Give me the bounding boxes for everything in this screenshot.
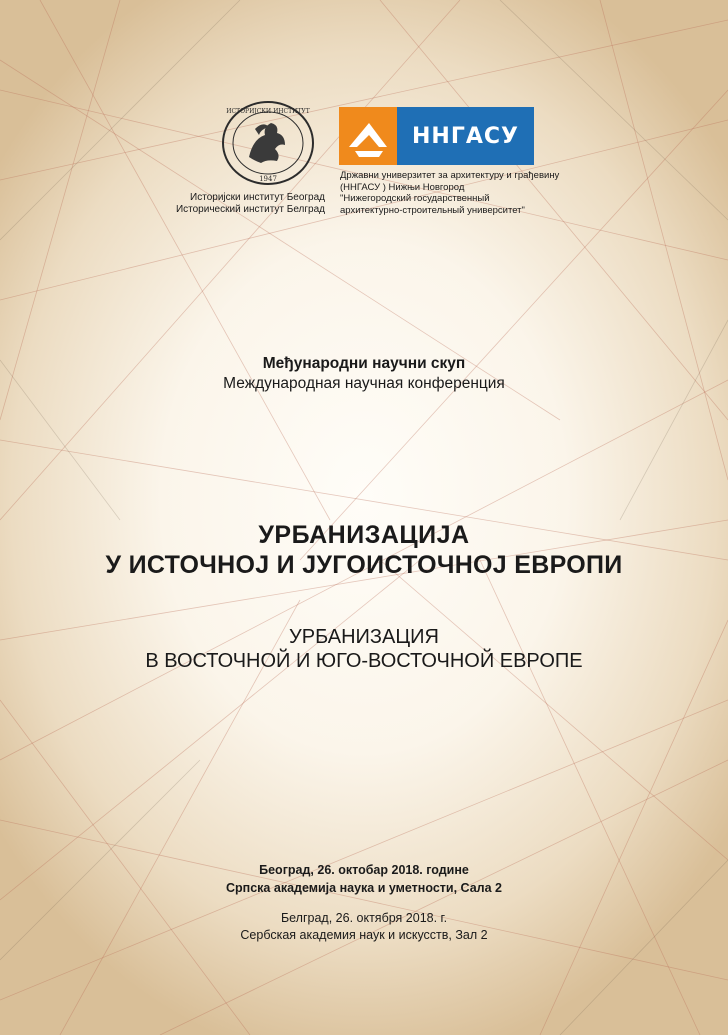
venue-date-ru: Белград, 26. октября 2018. г. — [280, 911, 448, 925]
conference-heading — [0, 354, 728, 394]
conference-label-ru: Международная научная конференция — [223, 375, 505, 392]
svg-text:ИСТОРИЈСКИ ИНСТИТУТ: ИСТОРИЈСКИ ИНСТИТУТ — [226, 108, 310, 115]
svg-text:1947: 1947 — [259, 175, 277, 183]
main-title — [0, 520, 728, 580]
university-caption-line: "Нижегородский государственный — [340, 193, 490, 204]
university-caption-line: Државни универзитет за архитектуру и грађевину — [340, 170, 560, 181]
venue-date-sr: Београд, 26. октобар 2018. године — [259, 863, 469, 877]
subtitle-russian — [0, 625, 728, 673]
university-emblem-icon — [339, 107, 397, 165]
university-caption — [340, 170, 600, 216]
university-logo — [339, 107, 534, 165]
institute-seal-logo — [219, 99, 317, 187]
university-logo-text: ННГАСУ — [397, 107, 534, 165]
venue-serbian — [0, 861, 728, 897]
university-caption-line: (ННГАСУ ) Нижњи Новгород — [340, 181, 465, 193]
institute-caption — [165, 192, 325, 216]
conference-label-sr: Међународни научни скуп — [262, 355, 466, 372]
title-line-1: УРБАНИЗАЦИЈА — [258, 521, 470, 549]
title-line-2: У ИСТОЧНОЈ И ЈУГОИСТОЧНОЈ ЕВРОПИ — [105, 551, 623, 579]
venue-russian — [0, 910, 728, 944]
institute-name-sr: Историјски институт Београд — [190, 192, 325, 203]
institute-name-ru: Исторический институт Белград — [175, 204, 325, 215]
subtitle-line-2: В ВОСТОЧНОЙ И ЮГО-ВОСТОЧНОЙ ЕВРОПЕ — [145, 650, 583, 672]
venue-place-sr: Српска академија наука и уметности, Сала 2 — [226, 881, 502, 895]
university-caption-line: архитектурно-строительный университет" — [340, 204, 525, 216]
venue-place-ru: Сербская академия наук и искусств, Зал 2 — [240, 928, 488, 942]
subtitle-line-1: УРБАНИЗАЦИЯ — [289, 626, 439, 648]
